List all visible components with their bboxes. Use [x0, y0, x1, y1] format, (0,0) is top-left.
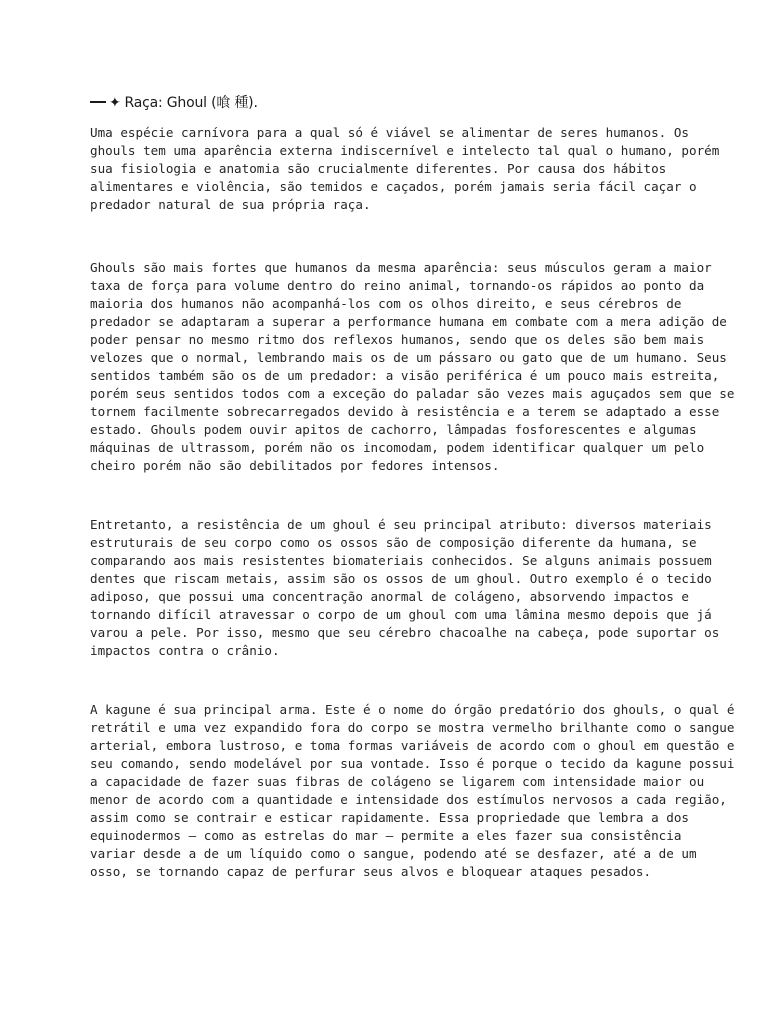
- paragraph-line: Entretanto, a resistência de um ghoul é seu principal atributo: diversos materiais: [90, 517, 712, 532]
- paragraph-line: cheiro porém não são debilitados por fedores intensos.: [90, 458, 500, 473]
- paragraph-line: porém seus sentidos todos com a exceção do paladar são vezes mais aguçados sem que se: [90, 386, 735, 401]
- paragraph-line: a capacidade de fazer suas fibras de colágeno se ligarem com intensidade maior ou: [90, 774, 705, 789]
- paragraph-line: impactos contra o crânio.: [90, 643, 280, 658]
- paragraph-line: dentes que riscam metais, assim são os ossos de um ghoul. Outro exemplo é o tecido: [90, 571, 712, 586]
- dash-icon: [90, 101, 106, 103]
- paragraph-line: velozes que o normal, lembrando mais os de um pássaro ou gato que de um humano. Seus: [90, 350, 727, 365]
- paragraph-line: estruturais de seu corpo como os ossos são de composição diferente da humana, se: [90, 535, 697, 550]
- paragraph-line: Uma espécie carnívora para a qual só é viável se alimentar de seres humanos. Os: [90, 125, 689, 140]
- paragraph-line: varou a pele. Por isso, mesmo que seu cérebro chacoalhe na cabeça, pode suportar os: [90, 625, 720, 640]
- paragraph-line: taxa de força para volume dentro do reino animal, tornando-os rápidos ao ponto da: [90, 278, 705, 293]
- paragraph-line: equinodermos — como as estrelas do mar — permite a eles fazer sua consistência: [90, 828, 682, 843]
- paragraph-line: máquinas de ultrassom, porém não os incomodam, podem identificar qualquer um pelo: [90, 440, 705, 455]
- paragraph-line: poder pensar no mesmo ritmo dos reflexos humanos, sendo que os deles são bem mais: [90, 332, 705, 347]
- star-icon: ✦: [109, 95, 121, 111]
- paragraph-line: predador natural de sua própria raça.: [90, 197, 371, 212]
- paragraph-strength: [90, 259, 735, 475]
- paragraph-line: retrátil e uma vez expandido fora do corpo se mostra vermelho brilhante como o sangue: [90, 720, 735, 735]
- paragraph-line: osso, se tornando capaz de perfurar seus alvos e bloquear ataques pesados.: [90, 864, 652, 879]
- paragraph-line: tornem facilmente sobrecarregados devido à resistência e a terem se adaptado a esse: [90, 404, 720, 419]
- paragraph-line: variar desde a de um líquido como o sangue, podendo até se desfazer, até a de um: [90, 846, 697, 861]
- paragraph-line: maioria dos humanos não acompanhá-los com os olhos direito, e seus cérebros de: [90, 296, 682, 311]
- paragraph-line: alimentares e violência, são temidos e caçados, porém jamais seria fácil caçar o: [90, 179, 697, 194]
- paragraph-line: adiposo, que possui uma concentração anormal de colágeno, absorvendo impactos e: [90, 589, 689, 604]
- paragraph-line: arterial, embora lustroso, e toma formas variáveis de acordo com o ghoul em questão e: [90, 738, 735, 753]
- heading-text: Raça: Ghoul (喰 種).: [124, 95, 258, 111]
- paragraph-line: sentidos também são os de um predador: a visão periférica é um pouco mais estreita,: [90, 368, 720, 383]
- paragraph-line: seu comando, sendo modelável por sua vontade. Isso é porque o tecido da kagune possui: [90, 756, 735, 771]
- paragraph-intro: [90, 124, 720, 214]
- paragraph-line: assim como se contrair e esticar rapidamente. Essa propriedade que lembra a dos: [90, 810, 689, 825]
- paragraph-resistance: [90, 516, 720, 660]
- paragraph-kagune: [90, 701, 735, 881]
- paragraph-line: comparando aos mais resistentes biomateriais conhecidos. Se alguns animais possuem: [90, 553, 712, 568]
- paragraph-line: A kagune é sua principal arma. Este é o nome do órgão predatório dos ghouls, o qual é: [90, 702, 735, 717]
- paragraph-line: tornando difícil atravessar o corpo de um ghoul com uma lâmina mesmo depois que já: [90, 607, 712, 622]
- paragraph-line: ghouls tem uma aparência externa indiscernível e intelecto tal qual o humano, porém: [90, 143, 720, 158]
- section-heading: [90, 92, 258, 112]
- paragraph-line: estado. Ghouls podem ouvir apitos de cachorro, lâmpadas fosforescentes e algumas: [90, 422, 697, 437]
- paragraph-line: menor de acordo com a quantidade e intensidade dos estímulos nervosos a cada região,: [90, 792, 727, 807]
- paragraph-line: sua fisiologia e anatomia são crucialmente diferentes. Por causa dos hábitos: [90, 161, 667, 176]
- paragraph-line: predador se adaptaram a superar a performance humana em combate com a mera adição de: [90, 314, 727, 329]
- paragraph-line: Ghouls são mais fortes que humanos da mesma aparência: seus músculos geram a maior: [90, 260, 712, 275]
